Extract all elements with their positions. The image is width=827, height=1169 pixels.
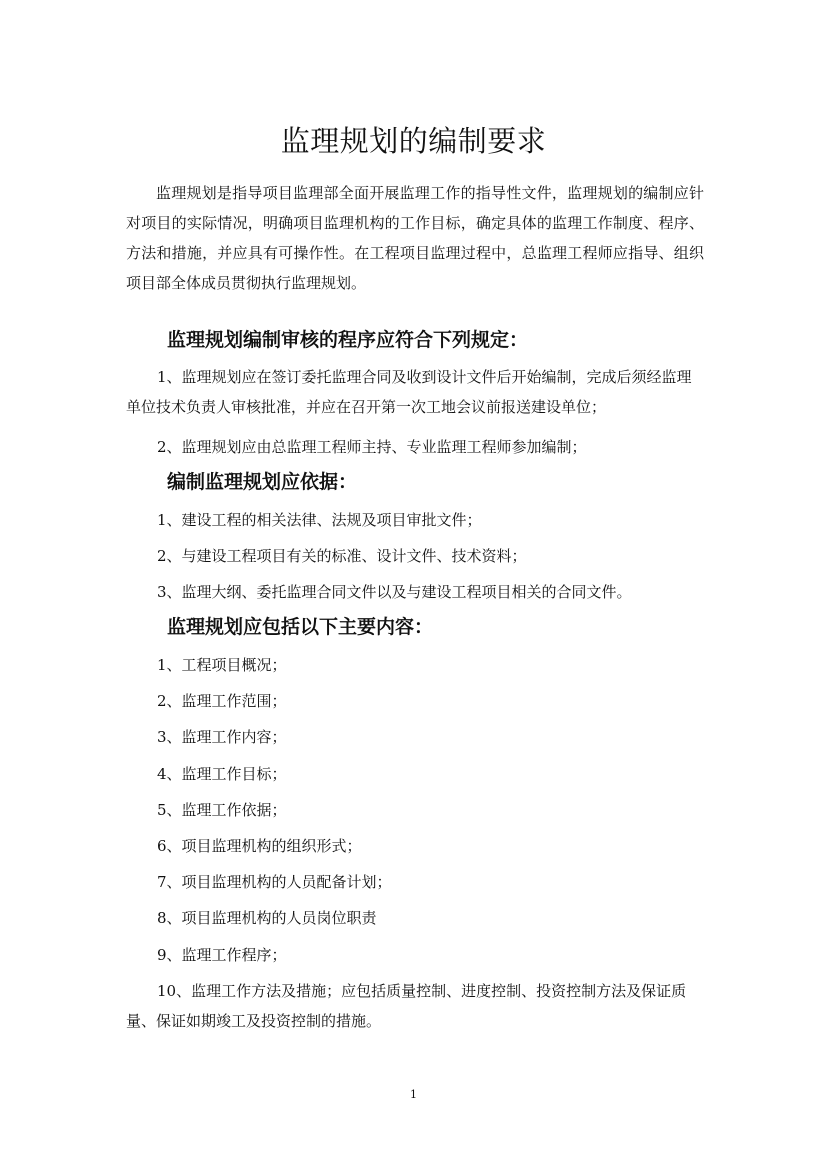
section-heading-review-procedure: 监理规划编制审核的程序应符合下列规定： [167, 329, 529, 351]
list-item: 2、与建设工程项目有关的标准、设计文件、技术资料； [157, 547, 527, 565]
list-item: 4、监理工作目标； [157, 765, 287, 783]
section-heading-basis: 编制监理规划应依据： [167, 471, 358, 493]
list-item: 1、监理规划应在签订委托监理合同及收到设计文件后开始编制，完成后须经监理单位技术负责人审核批准，并应在召开第一次工地会议前报送建设单位； [126, 368, 692, 416]
list-item: 1、工程项目概况； [157, 656, 287, 674]
list-item: 3、监理工作内容； [157, 728, 287, 746]
list-item: 7、项目监理机构的人员配备计划； [157, 873, 392, 891]
section-heading-main-content: 监理规划应包括以下主要内容： [167, 616, 434, 638]
page-number: 1 [410, 1088, 417, 1101]
list-item: 3、监理大纲、委托监理合同文件以及与建设工程项目相关的合同文件。 [157, 583, 632, 601]
list-item: 5、监理工作依据； [157, 801, 287, 819]
document-title: 监理规划的编制要求 [280, 124, 547, 159]
list-item: 1、建设工程的相关法律、法规及项目审批文件； [157, 511, 482, 529]
list-item: 8、项目监理机构的人员岗位职责 [157, 909, 377, 927]
list-item: 6、项目监理机构的组织形式； [157, 837, 362, 855]
intro-paragraph: 监理规划是指导项目监理部全面开展监理工作的指导性文件，监理规划的编制应针对项目的实际情况，明确项目监理机构的工作目标，确定具体的监理工作制度、程序、方法和措施，并应具有可操作性。在工程项目监理过程中，总监理工程师应指导、组织项目部全体成员贯彻执行监理规划。 [126, 184, 704, 292]
list-item: 9、监理工作程序； [157, 946, 287, 964]
list-item: 2、监理规划应由总监理工程师主持、专业监理工程师参加编制； [157, 438, 587, 456]
list-item: 2、监理工作范围； [157, 692, 287, 710]
list-item: 10、监理工作方法及措施；应包括质量控制、进度控制、投资控制方法及保证质量、保证如期竣工及投资控制的措施。 [126, 982, 687, 1030]
